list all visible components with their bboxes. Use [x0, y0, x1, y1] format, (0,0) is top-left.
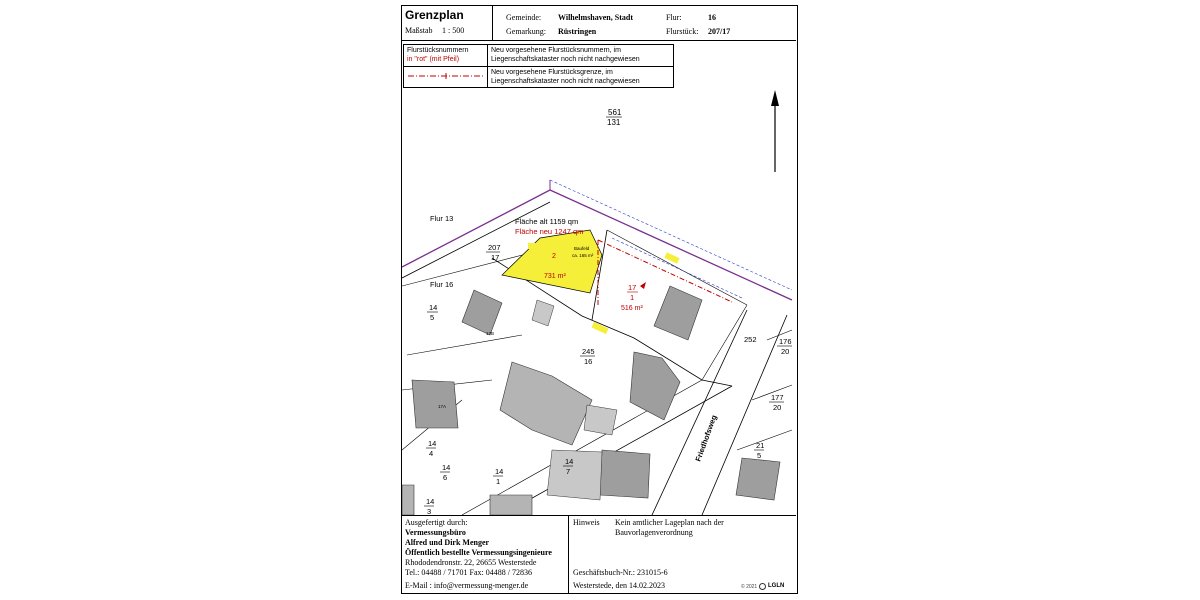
red-arrow-icon	[640, 282, 646, 289]
copyright-text: © 2021	[741, 584, 758, 590]
parcel-207-den: 17	[491, 253, 500, 262]
office-email[interactable]: E-Mail : info@vermessung-menger.de	[405, 581, 529, 590]
legend-row1-left-a: Flurstücksnummern	[407, 47, 469, 54]
area-new-label: Fläche neu 1247 qm	[515, 227, 584, 236]
gemeinde-label: Gemeinde:	[506, 13, 542, 22]
office-name: Vermessungsbüro	[405, 528, 466, 537]
flurstueck-value: 207/17	[708, 27, 731, 36]
parcel-14-4-den: 4	[429, 449, 434, 458]
parcel-561-label: 561	[608, 108, 622, 117]
legend-row2-right-b: Liegenschaftskataster noch nicht nachgewiesen	[491, 78, 640, 85]
parcel-14-6-label: 14	[442, 463, 451, 472]
flurstueck-label: Flurstück:	[666, 27, 699, 36]
header-divider	[492, 6, 493, 40]
building	[412, 380, 458, 428]
parcel-14-7-label: 14	[565, 457, 574, 466]
parcel-245-den: 16	[584, 357, 593, 366]
flur-value: 16	[708, 13, 716, 22]
parcel-14-6-den: 6	[443, 473, 448, 482]
scale-label: Maßstab	[405, 26, 433, 35]
parcel-252-label: 252	[744, 335, 757, 344]
parcel-14-5-den: 5	[430, 313, 435, 322]
header	[402, 6, 796, 41]
parcel-176-label: 176	[779, 337, 792, 346]
new-area-2: 731 m²	[544, 273, 566, 280]
legend-row2-right-a: Neu vorgesehene Flurstücksgrenze, im	[491, 69, 613, 76]
building	[462, 290, 502, 335]
building	[402, 485, 414, 515]
flur-label: Flur:	[666, 13, 682, 22]
parcel-14-3-label: 14	[426, 497, 435, 506]
parcel-176-den: 20	[781, 347, 790, 356]
parcel-14-5-label: 14	[429, 303, 438, 312]
parcel-14-3-den: 3	[427, 507, 432, 515]
office-phone: Tel.: 04488 / 71701 Fax: 04488 / 72836	[405, 568, 532, 577]
building	[547, 450, 602, 500]
parcel-14-7-den: 7	[566, 467, 571, 476]
new-boundary-legend-line	[408, 71, 484, 83]
legend-box	[403, 44, 674, 88]
new-parcel-17-den: 1	[630, 293, 635, 302]
parcel-245-label: 245	[582, 347, 595, 356]
hint-text-a: Kein amtlicher Lageplan nach der	[615, 518, 724, 527]
hint-text-b: Bauvorlagenverordnung	[615, 528, 693, 537]
hint-label: Hinweis	[573, 518, 600, 527]
made-by-label: Ausgefertigt durch:	[405, 518, 468, 527]
legend-row1-left-b: in "rot" (mit Pfeil)	[407, 56, 460, 63]
north-arrow-icon	[771, 90, 779, 172]
parcel-21-den: 5	[757, 451, 762, 460]
footer	[402, 515, 796, 594]
plan-sheet	[401, 5, 798, 594]
new-parcel-17: 17	[628, 283, 637, 292]
yellow-tag	[528, 243, 546, 249]
office-address: Rhododendronstr. 22, 26655 Westerstede	[405, 558, 537, 567]
gemarkung-label: Gemarkung:	[506, 27, 546, 36]
business-number: Geschäftsbuch-Nr.: 231015-6	[573, 568, 668, 577]
lgln-logo-text: LGLN	[768, 583, 785, 589]
building	[532, 300, 554, 326]
legend-row1-right-b: Liegenschaftskataster noch nicht nachgewiesen	[491, 56, 640, 63]
surveyor-names: Alfred und Dirk Menger	[405, 538, 490, 547]
parcel-177-label: 177	[771, 393, 784, 402]
parcel-177-den: 20	[773, 403, 782, 412]
building	[600, 450, 650, 498]
parcel-14-1-label: 14	[495, 467, 504, 476]
baufeld-area-label: ca. 165 m²	[572, 253, 594, 258]
baufeld-area	[502, 230, 602, 293]
house-number-17b: 17B	[486, 331, 495, 336]
parcel-207-label: 207	[488, 243, 501, 252]
building	[654, 286, 702, 340]
building	[584, 405, 617, 435]
parcel-14-1-den: 1	[496, 477, 501, 486]
scale-value: 1 : 500	[442, 26, 465, 35]
new-parcel-2: 2	[552, 253, 556, 260]
gemeinde-value: Wilhelmshaven, Stadt	[558, 13, 633, 22]
map-canvas	[402, 90, 796, 515]
lgln-logo-icon	[759, 583, 766, 590]
new-area-17: 516 m²	[621, 305, 643, 312]
house-number-17a: 17A	[438, 404, 447, 409]
building	[736, 458, 780, 500]
building	[500, 362, 592, 445]
gemarkung-value: Rüstringen	[558, 27, 597, 36]
parcel-561-den: 131	[607, 118, 621, 127]
parcel-21-label: 21	[756, 441, 765, 450]
legend-row1-right-a: Neu vorgesehene Flurstücksnummern, im	[491, 47, 621, 54]
street-name-label: Friedhofsweg	[693, 413, 719, 463]
baufeld-label: Baufeld	[574, 246, 590, 251]
surveyor-title: Öffentlich bestellte Vermessungsingenieure	[405, 548, 552, 557]
flur16-label: Flur 16	[430, 280, 454, 289]
area-old-label: Fläche alt 1159 qm	[515, 217, 579, 226]
parcel-14-4-label: 14	[428, 439, 437, 448]
plan-title: Grenzplan	[405, 8, 464, 22]
new-boundary-line	[598, 240, 732, 302]
building	[490, 495, 532, 515]
flur13-label: Flur 13	[430, 214, 454, 223]
place-date: Westerstede, den 14.02.2023	[573, 581, 665, 590]
